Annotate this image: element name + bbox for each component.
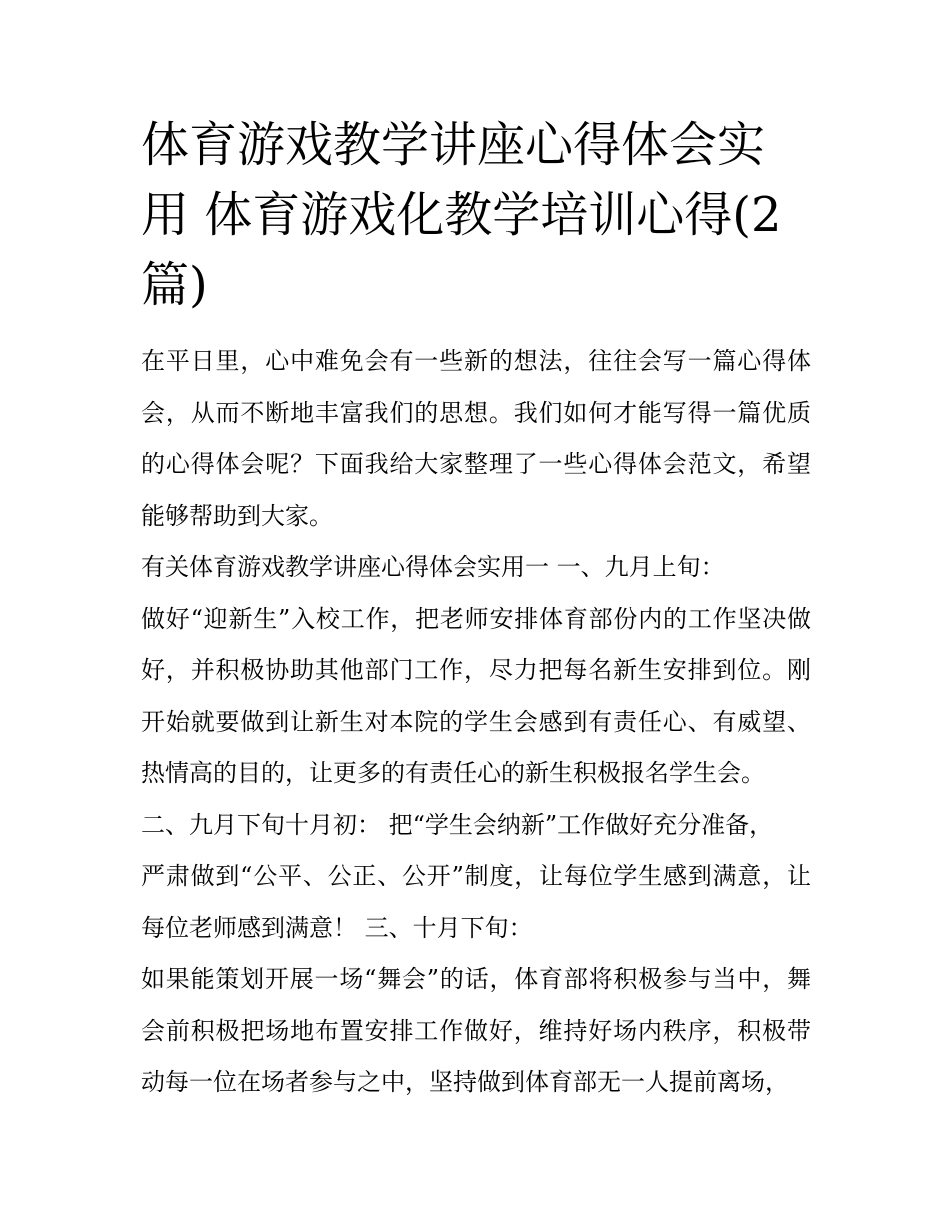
paragraph-intro: 在平日里，心中难免会有一些新的想法，往往会写一篇心得体会，从而不断地丰富我们的思想。我们如何才能写得一篇优质的心得体会呢？下面我给大家整理了一些心得体会范文，希望能够帮助到大家。 [141, 347, 811, 530]
paragraph-dance: 如果能策划开展一场“舞会”的话，体育部将积极参与当中，舞会前积极把场地布置安排工作做好，维持好场内秩序，积极带动每一位在场者参与之中，坚持做到体育部无一人提前离场， [141, 965, 811, 1096]
document-content [141, 110, 811, 1109]
paragraph-september-early: 做好“迎新生”入校工作，把老师安排体育部份内的工作坚决做好，并积极协助其他部门工作，尽力把每名新生安排到位。刚开始就要做到让新生对本院的学生会感到有责任心、有威望、热情高的目的，让更多的有责任心的新生积极报名学生会。 [141, 604, 811, 787]
document-title: 体育游戏教学讲座心得体会实用 体育游戏化教学培训心得(2篇) [141, 117, 782, 313]
paragraph-september-late: 二、九月下旬十月初： 把“学生会纳新”工作做好充分准备， [141, 810, 774, 839]
paragraph-section-heading: 有关体育游戏教学讲座心得体会实用一 一、九月上旬： [141, 553, 725, 581]
paragraph-fairness: 严肃做到“公平、公正、公开”制度，让每位学生感到满意，让每位老师感到满意！ 三、十月下旬： [141, 862, 811, 942]
document-body [141, 336, 811, 1109]
